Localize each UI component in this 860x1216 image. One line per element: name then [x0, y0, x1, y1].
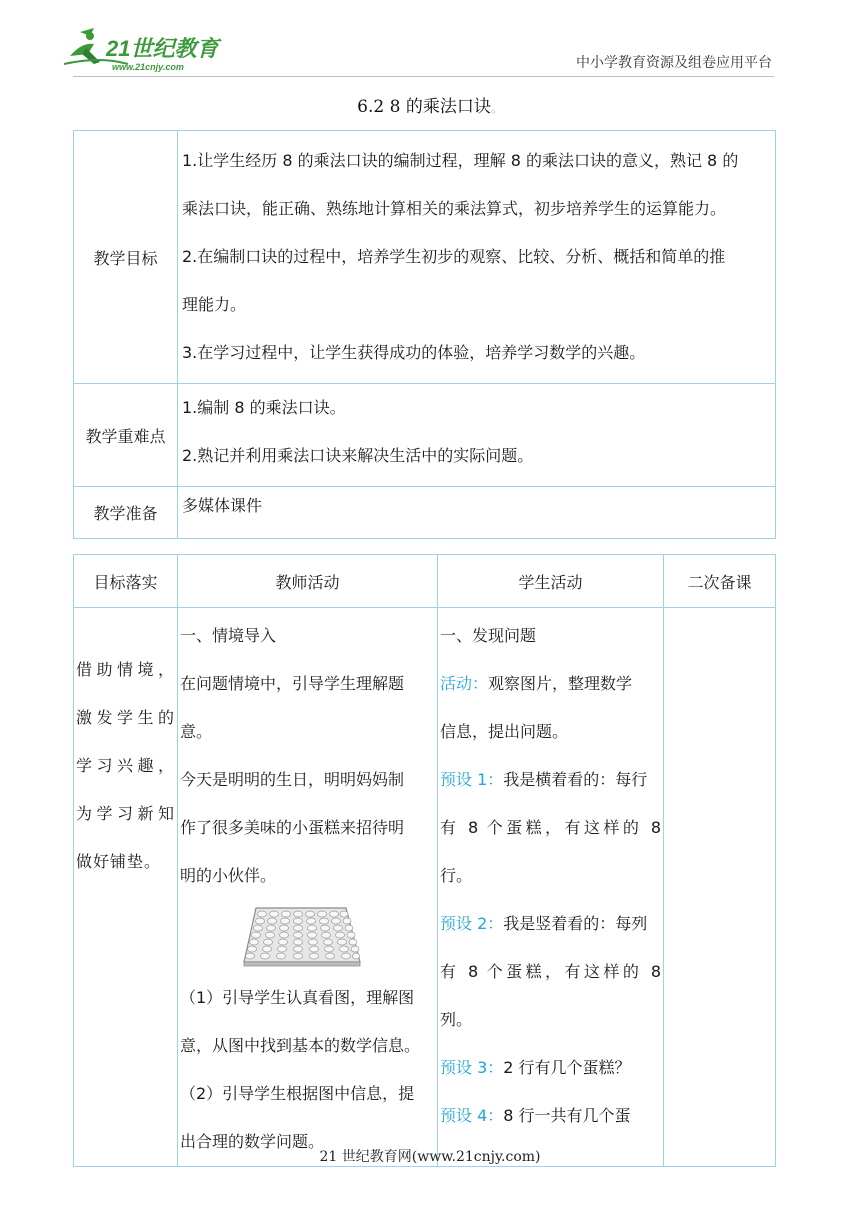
- content-line: 2.在编制口诀的过程中，培养学生初步的观察、比较、分析、概括和简单的推: [182, 247, 726, 266]
- preset-text: 8 行一共有几个蛋: [503, 1106, 631, 1125]
- column-header: 二次备课: [664, 555, 776, 608]
- preset-label: 预设 1：: [440, 770, 504, 789]
- goal-line: 借助情境，: [76, 660, 175, 679]
- column-header: 目标落实: [74, 555, 178, 608]
- student-line: 行。: [440, 866, 473, 885]
- teacher-line: 作了很多美味的小蛋糕来招待明: [180, 818, 405, 837]
- table-row: [74, 608, 776, 1167]
- preset-label: 预设 2：: [440, 914, 504, 933]
- content-line: 3.在学习过程中，让学生获得成功的体验，培养学习数学的兴趣。: [182, 343, 646, 362]
- teacher-activity-cell: [178, 608, 438, 1167]
- page-title: [0, 92, 860, 117]
- student-line: [440, 660, 661, 708]
- preset-text: 我是横着看的：每行: [503, 770, 648, 789]
- row-content: [178, 384, 776, 487]
- goal-cell: [74, 608, 178, 1167]
- row-content: [178, 487, 776, 539]
- goal-line: 为学习新知: [76, 804, 175, 823]
- student-activity-cell: [438, 608, 664, 1167]
- table-header-row: [74, 555, 776, 608]
- second-prep-cell: [664, 608, 776, 1167]
- info-table: [73, 130, 776, 539]
- student-line: [440, 1092, 661, 1140]
- teacher-line: （2）引导学生根据图中信息，提: [180, 1084, 415, 1103]
- title-text: 6.2 8 的乘法口诀: [357, 97, 491, 117]
- student-line: 信息，提出问题。: [440, 722, 569, 741]
- table-row: [74, 384, 776, 487]
- student-line: 列。: [440, 1010, 473, 1029]
- table-row: [74, 487, 776, 539]
- activity-table: [73, 554, 776, 1167]
- student-line: 有 8 个蛋糕，有这样的 8: [440, 818, 661, 837]
- section-heading: 一、发现问题: [440, 626, 537, 645]
- teacher-line: 意，从图中找到基本的数学信息。: [180, 1036, 421, 1055]
- svg-text:www.21cnjy.com: www.21cnjy.com: [112, 62, 184, 72]
- goal-line: 学习兴趣，: [76, 756, 175, 775]
- preset-text: 2 行有几个蛋糕？: [503, 1058, 631, 1077]
- platform-name: 中小学教育资源及组卷应用平台: [576, 55, 772, 71]
- activity-text: 观察图片，整理数学: [488, 674, 633, 693]
- page-footer: 21 世纪教育网(www.21cnjy.com): [319, 1149, 541, 1165]
- table-row: [74, 131, 776, 384]
- content-line: 1.编制 8 的乘法口诀。: [182, 398, 346, 417]
- row-content: [178, 131, 776, 384]
- content-line: 1.让学生经历 8 的乘法口诀的编制过程，理解 8 的乘法口诀的意义，熟记 8 的: [182, 151, 739, 170]
- cake-tray-image: [180, 900, 435, 974]
- cake-tray-icon: [242, 904, 362, 968]
- content-line: 乘法口诀，能正确、熟练地计算相关的乘法算式，初步培养学生的运算能力。: [182, 199, 727, 218]
- student-line: [440, 900, 661, 948]
- column-header: 教师活动: [178, 555, 438, 608]
- preset-label: 预设 3：: [440, 1058, 504, 1077]
- content-line: 2.熟记并利用乘法口诀来解决生活中的实际问题。: [182, 446, 534, 465]
- teacher-line: 明的小伙伴。: [180, 866, 277, 885]
- header-divider: [73, 76, 774, 77]
- row-label: 教学准备: [74, 487, 178, 539]
- 21cnjy-logo: [60, 26, 230, 76]
- student-line: [440, 1044, 661, 1092]
- row-label: 教学重难点: [74, 384, 178, 487]
- section-heading: 一、情境导入: [180, 626, 277, 645]
- teacher-line: 出合理的数学问题。: [180, 1132, 325, 1151]
- student-line: 有 8 个蛋糕，有这样的 8: [440, 962, 661, 981]
- teacher-line: 在问题情境中，引导学生理解题意。: [180, 674, 405, 741]
- goal-line: 激发学生的: [76, 708, 175, 727]
- title-dot: 。: [490, 101, 503, 115]
- teacher-line: 今天是明明的生日，明明妈妈制: [180, 770, 405, 789]
- student-line: [440, 756, 661, 804]
- preset-label: 预设 4：: [440, 1106, 504, 1125]
- goal-line: 做好铺垫。: [76, 852, 162, 871]
- preset-text: 我是竖着看的：每列: [503, 914, 648, 933]
- content-line: 多媒体课件: [182, 496, 263, 515]
- row-label: 教学目标: [74, 131, 178, 384]
- svg-text:21世纪教育: 21世纪教育: [106, 36, 219, 61]
- column-header: 学生活动: [438, 555, 664, 608]
- content-line: 理能力。: [182, 295, 247, 314]
- page-header: [0, 0, 860, 80]
- teacher-line: （1）引导学生认真看图，理解图: [180, 988, 415, 1007]
- activity-label: 活动：: [440, 674, 489, 693]
